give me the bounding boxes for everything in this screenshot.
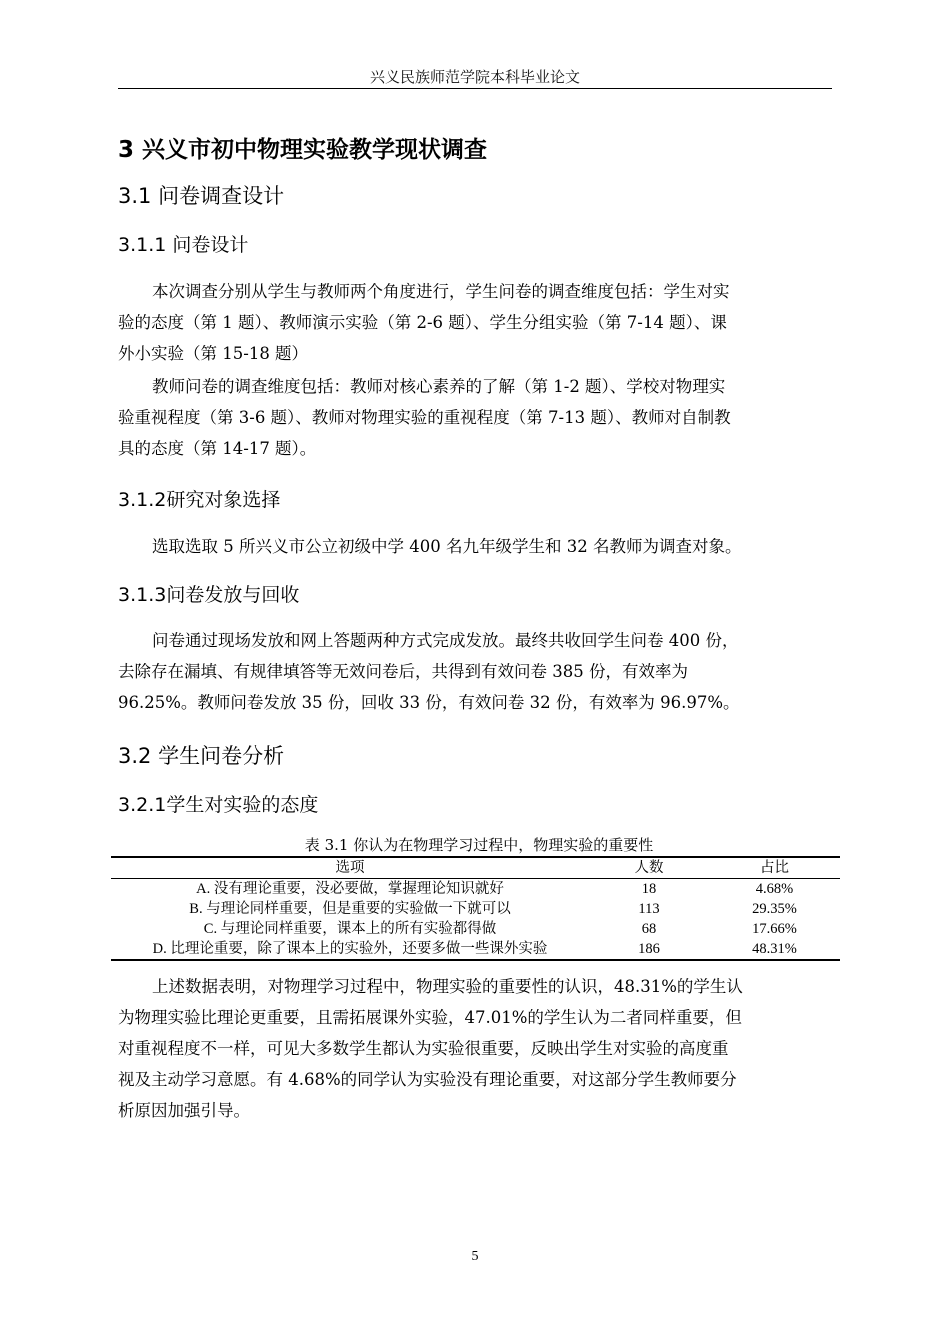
cell-option: C. 与理论同样重要，课本上的所有实验都得做 (203, 921, 497, 937)
paragraph-research-subjects (118, 531, 834, 562)
cell-percent: 48.31% (752, 941, 797, 957)
cell-option: D. 比理论重要，除了课本上的实验外，还要多做一些课外实验 (152, 941, 548, 957)
section-3-2-1-title: 3.2.1学生对实验的态度 (118, 794, 319, 816)
chapter-title: 3 兴义市初中物理实验教学现状调查 (118, 137, 488, 163)
page-number: 5 (471, 1249, 479, 1264)
paragraph-student-survey (118, 276, 834, 369)
paragraph-teacher-survey (118, 371, 834, 464)
text-line: 上述数据表明，对物理学习过程中，物理实验的重要性的认识，48.31%的学生认 (152, 977, 743, 996)
cell-percent: 17.66% (752, 921, 797, 937)
cell-count: 68 (641, 921, 657, 937)
section-3-1-3-title: 3.1.3问卷发放与回收 (118, 584, 300, 606)
cell-count: 113 (638, 901, 660, 917)
text-line: 析原因加强引导。 (118, 1101, 250, 1120)
table-caption: 表 3.1 你认为在物理学习过程中，物理实验的重要性 (304, 836, 654, 854)
table-header-row (111, 857, 840, 879)
text-line: 为物理实验比理论更重要，且需拓展课外实验，47.01%的学生认为二者同样重要，但 (118, 1008, 742, 1027)
text-line: 验的态度（第 1 题）、教师演示实验（第 2-6 题）、学生分组实验（第 7-14 题）、课 (118, 313, 727, 332)
attitude-table (111, 856, 840, 961)
text-line: 对重视程度不一样，可见大多数学生都认为实验很重要，反映出学生对实验的高度重 (118, 1039, 729, 1058)
section-3-1-1-title: 3.1.1 问卷设计 (118, 234, 249, 256)
table-row (111, 939, 840, 960)
table-row (111, 879, 840, 900)
text-line: 验重视程度（第 3-6 题）、教师对物理实验的重视程度（第 7-13 题）、教师对自制教 (118, 408, 731, 427)
cell-count: 18 (641, 881, 657, 897)
table-row (111, 899, 840, 919)
text-line: 问卷通过现场发放和网上答题两种方式完成发放。最终共收回学生问卷 400 份， (152, 631, 739, 650)
header-option: 选项 (335, 860, 365, 876)
cell-percent: 29.35% (752, 901, 797, 917)
text-line: 视及主动学习意愿。有 4.68%的同学认为实验没有理论重要，对这部分学生教师要分 (118, 1070, 737, 1089)
text-line: 外小实验（第 15-18 题） (118, 344, 309, 363)
header-rule (118, 88, 832, 89)
cell-option: B. 与理论同样重要，但是重要的实验做一下就可以 (189, 901, 511, 917)
text-line: 选取选取 5 所兴义市公立初级中学 400 名九年级学生和 32 名教师为调查对象。 (152, 537, 742, 556)
header-percent: 占比 (760, 860, 789, 876)
text-line: 具的态度（第 14-17 题）。 (118, 439, 317, 458)
header-count: 人数 (634, 860, 664, 876)
text-line: 96.25%。教师问卷发放 35 份，回收 33 份，有效问卷 32 份，有效率为 96.97%。 (118, 693, 740, 712)
text-line: 本次调查分别从学生与教师两个角度进行，学生问卷的调查维度包括：学生对实 (152, 282, 730, 301)
paragraph-distribution (118, 625, 834, 718)
section-3-1-2-title: 3.1.2研究对象选择 (118, 489, 281, 511)
text-line: 去除存在漏填、有规律填答等无效问卷后，共得到有效问卷 385 份，有效率为 (118, 662, 688, 681)
cell-option: A. 没有理论重要，没必要做，掌握理论知识就好 (196, 881, 504, 897)
section-3-2-title: 3.2 学生问卷分析 (118, 744, 285, 768)
section-3-1-title: 3.1 问卷调查设计 (118, 184, 285, 208)
text-line: 教师问卷的调查维度包括：教师对核心素养的了解（第 1-2 题）、学校对物理实 (152, 377, 726, 396)
cell-count: 186 (638, 941, 660, 957)
cell-percent: 4.68% (755, 881, 794, 897)
paragraph-analysis (118, 971, 834, 1126)
table-row (111, 919, 840, 939)
running-header: 兴义民族师范学院本科毕业论文 (369, 68, 580, 86)
